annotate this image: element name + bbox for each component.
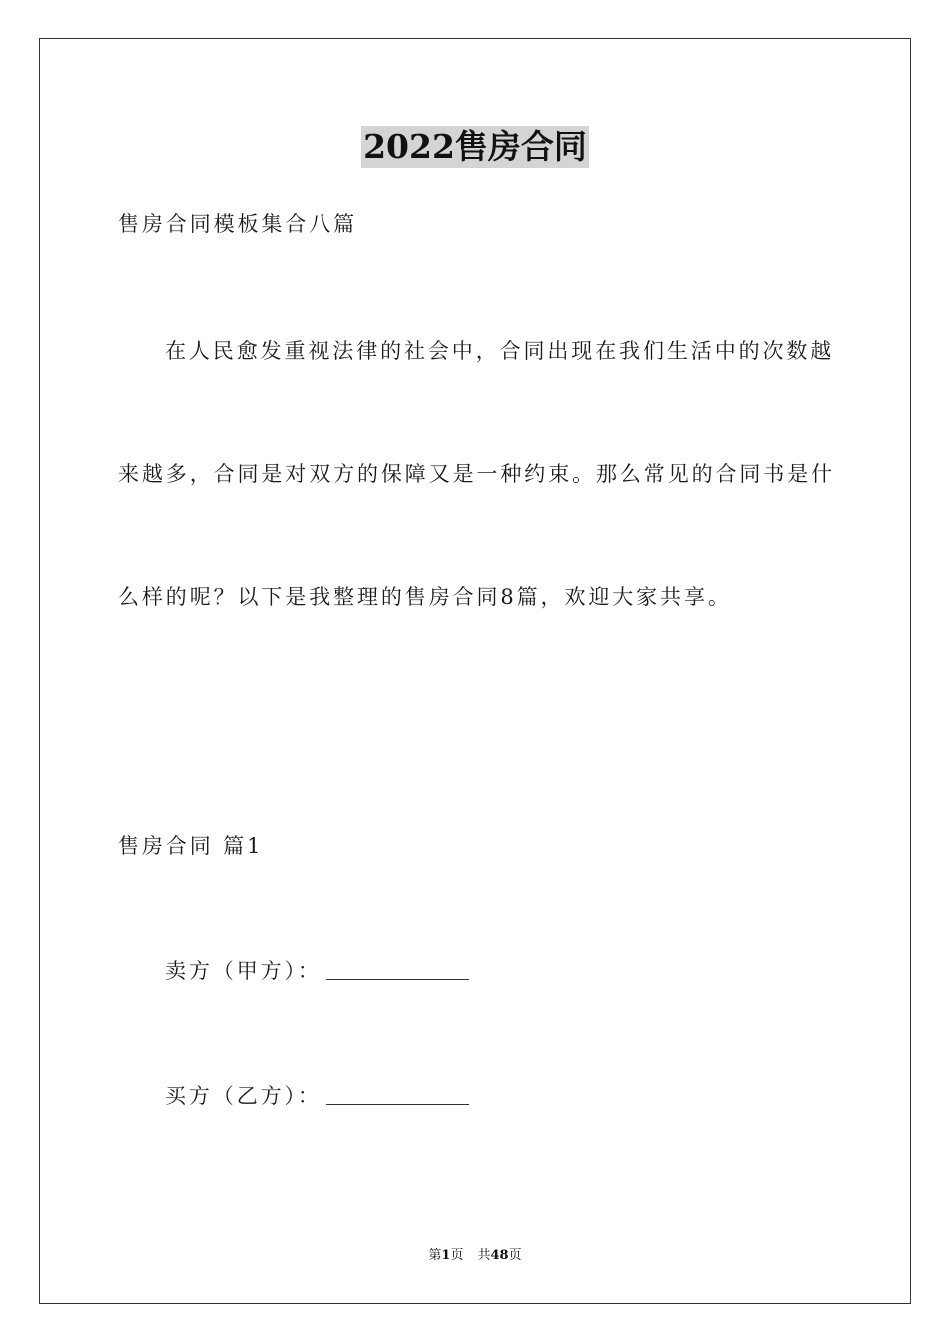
footer-total-prefix: 共 <box>477 1248 491 1263</box>
title-container <box>0 126 950 168</box>
footer-total-pages: 48 <box>490 1248 509 1263</box>
page-footer <box>0 1247 950 1265</box>
buyer-label: 买方（乙方）： <box>165 1084 322 1108</box>
footer-page-word: 页 <box>450 1248 464 1263</box>
section-heading: 售房合同 篇1 <box>118 834 264 858</box>
footer-page-number: 1 <box>441 1248 451 1263</box>
buyer-blank-line <box>326 1082 469 1105</box>
document-subtitle: 售房合同模板集合八篇 <box>118 212 357 236</box>
intro-line-2: 来越多，合同是对双方的保障又是一种约束。那么常见的合同书是什 <box>118 462 835 486</box>
footer-prefix: 第 <box>428 1248 442 1263</box>
intro-line-3: 么样的呢？以下是我整理的售房合同8篇，欢迎大家共享。 <box>118 585 732 609</box>
document-title: 2022售房合同 <box>363 127 587 166</box>
buyer-field <box>165 1081 469 1111</box>
footer-total-suffix: 页 <box>508 1248 522 1263</box>
intro-line-1: 在人民愈发重视法律的社会中，合同出现在我们生活中的次数越 <box>165 339 835 363</box>
seller-field <box>165 956 469 986</box>
seller-blank-line <box>326 957 469 980</box>
seller-label: 卖方（甲方）： <box>165 959 322 983</box>
